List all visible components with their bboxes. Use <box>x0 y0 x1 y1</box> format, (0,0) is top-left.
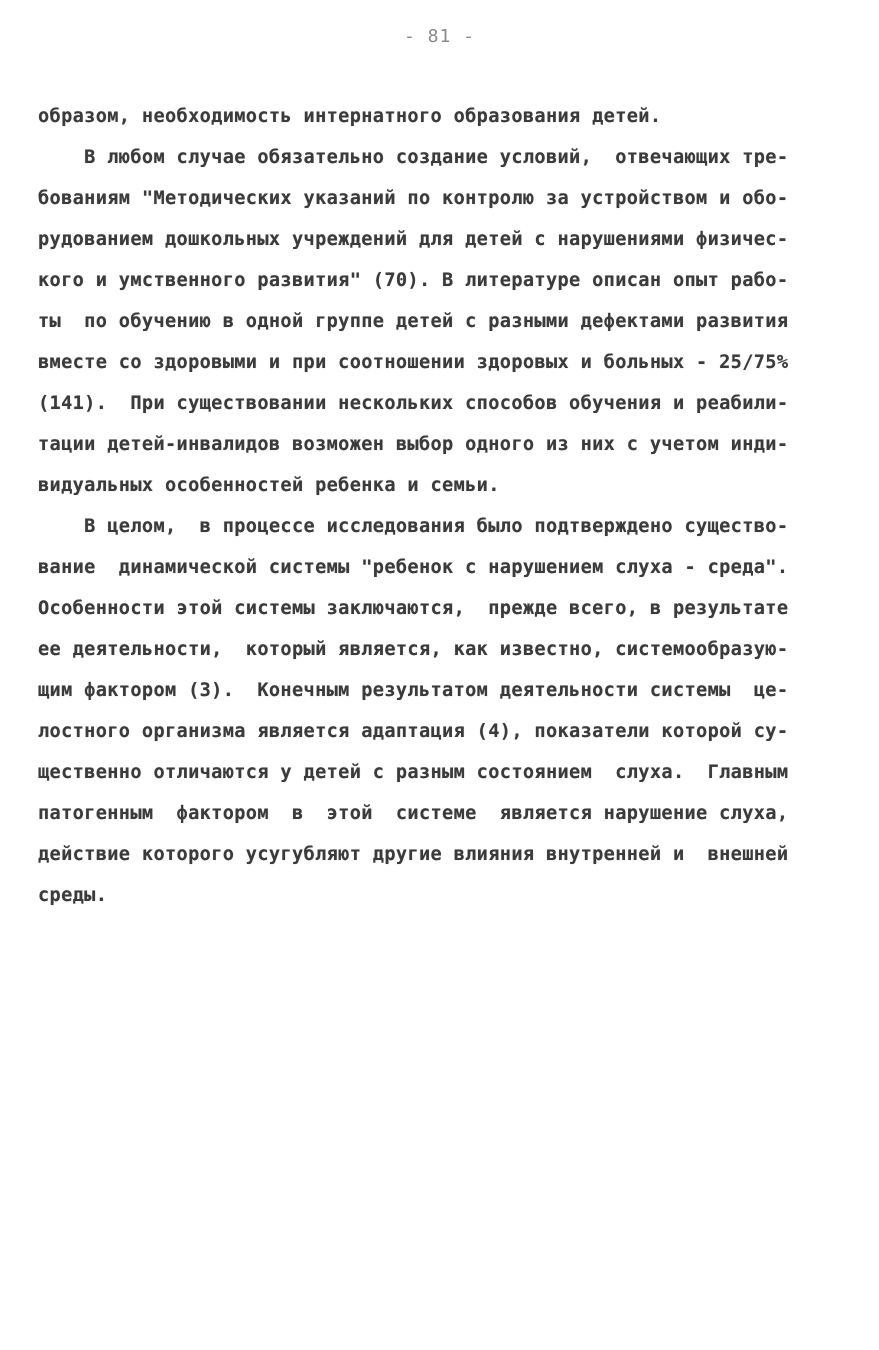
text-line: кого и умственного развития" (70). В литературе описан опыт рабо- <box>38 270 789 291</box>
text-line: В любом случае обязательно создание условий, отвечающих тре- <box>38 147 789 168</box>
text-line: лостного организма является адаптация (4), показатели которой су- <box>38 721 789 742</box>
text-line: тации детей-инвалидов возможен выбор одного из них с учетом инди- <box>38 434 789 455</box>
text-line: В целом, в процессе исследования было подтверждено существо- <box>38 516 789 537</box>
text-line: образом, необходимость интернатного образования детей. <box>38 106 662 127</box>
body-text <box>38 103 844 923</box>
page-number: - 81 - <box>403 26 476 47</box>
text-line: ты по обучению в одной группе детей с разными дефектами развития <box>38 311 789 332</box>
text-line: среды. <box>38 885 108 906</box>
text-line: рудованием дошкольных учреждений для детей с нарушениями физичес- <box>38 229 789 250</box>
text-line: (141). При существовании нескольких способов обучения и реабили- <box>38 393 789 414</box>
text-line: Особенности этой системы заключаются, прежде всего, в результате <box>38 598 789 619</box>
text-line: бованиям "Методических указаний по контролю за устройством и обо- <box>38 188 789 209</box>
text-line: вание динамической системы "ребенок с нарушением слуха - среда". <box>38 557 789 578</box>
text-line: действие которого усугубляют другие влияния внутренней и внешней <box>38 844 789 865</box>
text-line: патогенным фактором в этой системе является нарушение слуха, <box>38 803 789 824</box>
text-line: щим фактором (3). Конечным результатом деятельности системы це- <box>38 680 789 701</box>
text-line: ее деятельности, который является, как известно, системообразую- <box>38 639 789 660</box>
text-line: вместе со здоровыми и при соотношении здоровых и больных - 25/75% <box>38 352 789 373</box>
text-line: видуальных особенностей ребенка и семьи. <box>38 475 500 496</box>
text-line: щественно отличаются у детей с разным состоянием слуха. Главным <box>38 762 789 783</box>
